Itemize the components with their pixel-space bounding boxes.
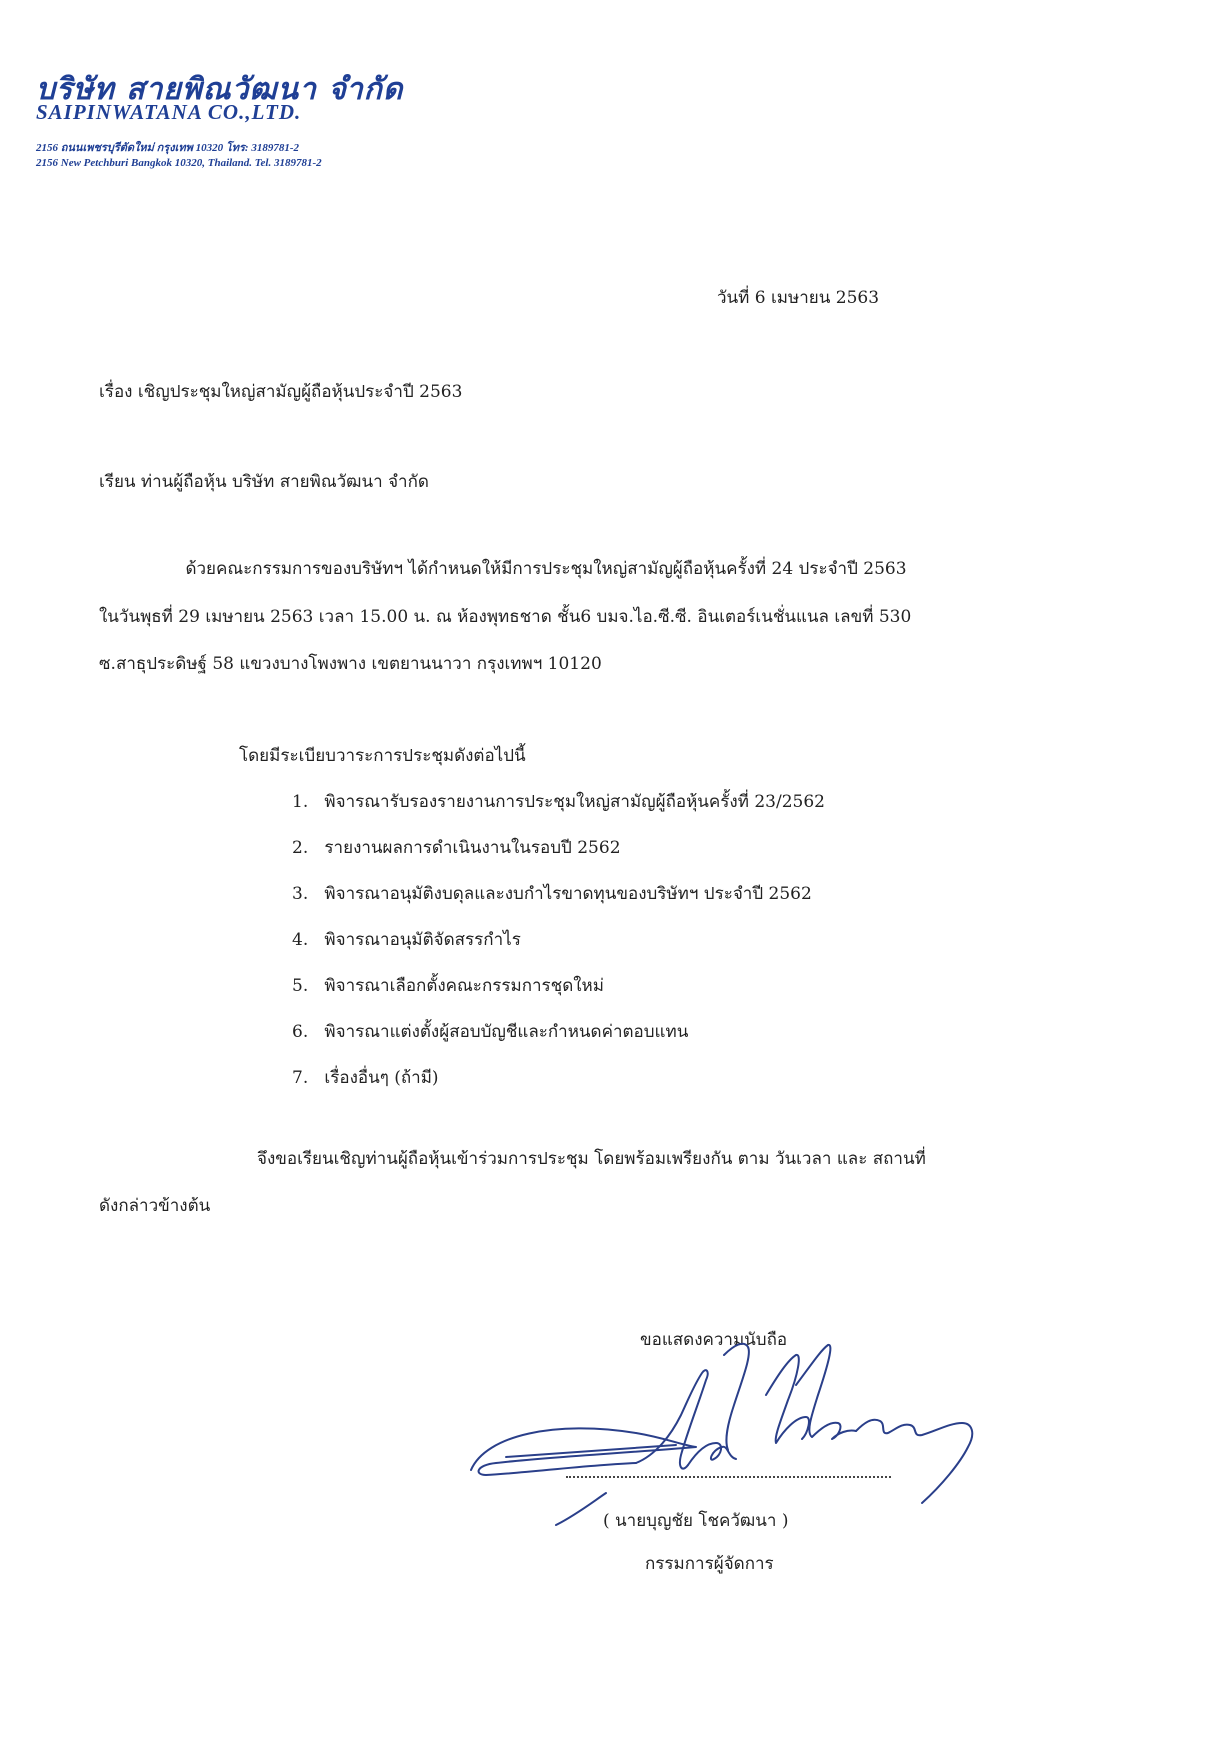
- letter-subject: เรื่อง เชิญประชุมใหญ่สามัญผู้ถือหุ้นประจำปี 2563: [99, 382, 463, 402]
- agenda-item: 6. พิจารณาแต่งตั้งผู้สอบบัญชีและกำหนดค่าตอบแทน: [292, 1022, 689, 1042]
- letter-date: วันที่ 6 เมษายน 2563: [717, 288, 880, 308]
- closing-line: จึงขอเรียนเชิญท่านผู้ถือหุ้นเข้าร่วมการประชุม โดยพร้อมเพรียงกัน ตาม วันเวลา และ สถานที่: [257, 1149, 926, 1169]
- signer-name: ( นายบุญชัย โชควัฒนา ): [603, 1511, 789, 1531]
- signature-image: [466, 1325, 986, 1535]
- agenda-item: 4. พิจารณาอนุมัติจัดสรรกำไร: [292, 930, 521, 950]
- agenda-item: 3. พิจารณาอนุมัติงบดุลและงบกำไรขาดทุนของบริษัทฯ ประจำปี 2562: [292, 884, 812, 904]
- regards: ขอแสดงความนับถือ: [640, 1330, 788, 1350]
- agenda-item: 7. เรื่องอื่นๆ (ถ้ามี): [292, 1068, 439, 1088]
- agenda-item: 5. พิจารณาเลือกตั้งคณะกรรมการชุดใหม่: [292, 976, 604, 996]
- signature-dotted-line: [566, 1476, 891, 1478]
- address-thai: 2156 ถนนเพชรบุรีตัดใหม่ กรุงเทพ 10320 โทร: 3189781-2: [36, 142, 299, 154]
- company-name-english: SAIPINWATANA CO.,LTD.: [36, 100, 302, 124]
- paragraph-line: ด้วยคณะกรรมการของบริษัทฯ ได้กำหนดให้มีการประชุมใหญ่สามัญผู้ถือหุ้นครั้งที่ 24 ประจำปี 2563: [99, 559, 907, 579]
- letter-recipient: เรียน ท่านผู้ถือหุ้น บริษัท สายพิณวัฒนา จำกัด: [99, 472, 429, 492]
- agenda-item: 2. รายงานผลการดำเนินงานในรอบปี 2562: [292, 838, 621, 858]
- address-english: 2156 New Petchburi Bangkok 10320, Thailand. Tel. 3189781-2: [36, 157, 322, 169]
- agenda-item: 1. พิจารณารับรองรายงานการประชุมใหญ่สามัญผู้ถือหุ้นครั้งที่ 23/2562: [292, 792, 825, 812]
- company-name-thai: บริษัท สายพิณวัฒนา จำกัด: [36, 72, 404, 107]
- signer-position: กรรมการผู้จัดการ: [645, 1554, 774, 1574]
- paragraph-line: ซ.สาธุประดิษฐ์ 58 แขวงบางโพงพาง เขตยานนาวา กรุงเทพฯ 10120: [99, 654, 602, 674]
- agenda-intro: โดยมีระเบียบวาระการประชุมดังต่อไปนี้: [239, 746, 526, 766]
- paragraph-line: ในวันพุธที่ 29 เมษายน 2563 เวลา 15.00 น. ณ ห้องพุทธชาด ชั้น6 บมจ.ไอ.ซี.ซี. อินเตอร์เนชั่นแนล เลขที่ 530: [99, 607, 912, 627]
- closing-line: ดังกล่าวข้างต้น: [99, 1196, 211, 1216]
